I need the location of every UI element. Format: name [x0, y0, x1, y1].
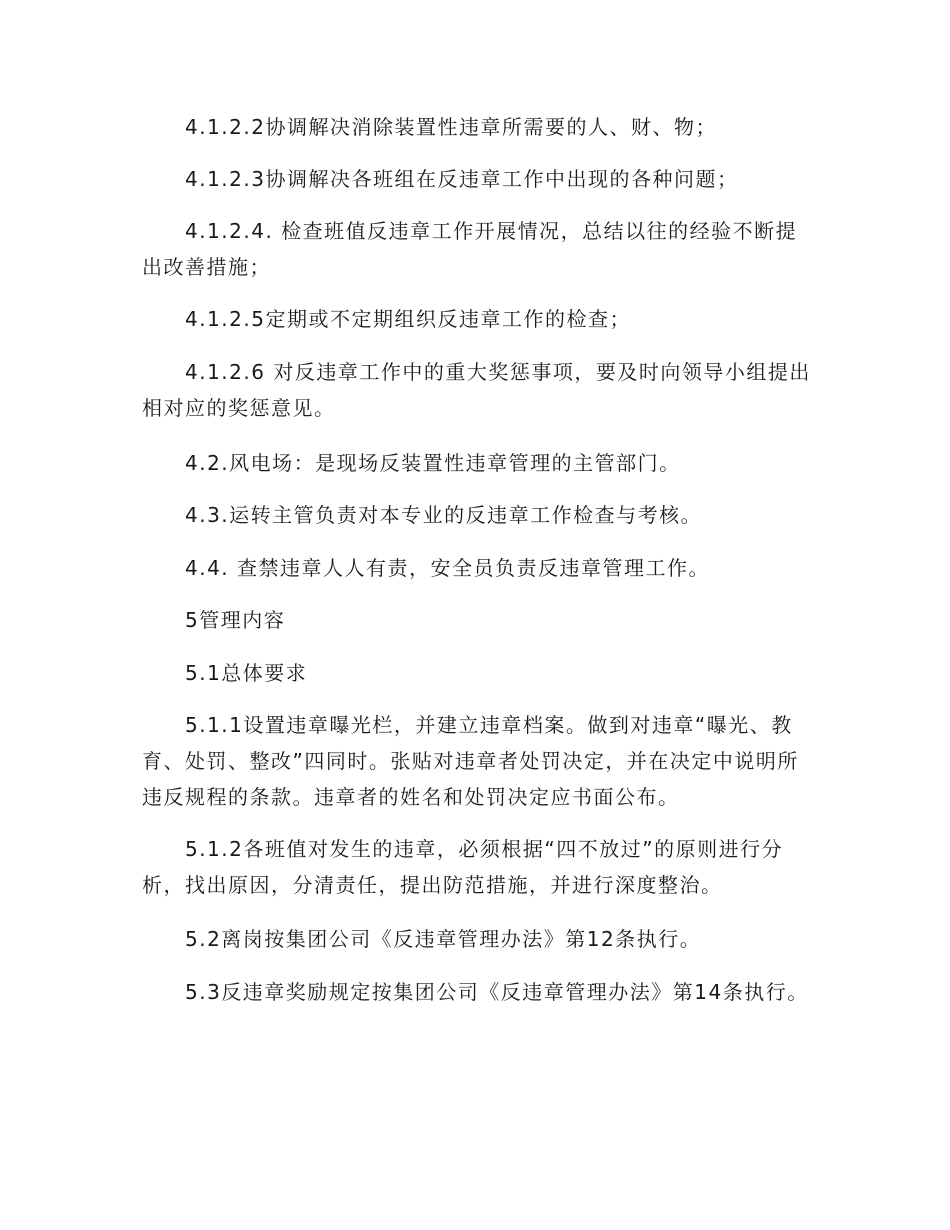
- paragraph: 5.1.2各班值对发生的违章，必须根据“四不放过”的原则进行分析，找出原因，分清责任，提出防范措施，并进行深度整治。: [142, 837, 784, 897]
- paragraph: 4.1.2.2协调解决消除装置性违章所需要的人、财、物；: [185, 115, 717, 139]
- paragraph: 5.3反违章奖励规定按集团公司《反违章管理办法》第14条执行。: [185, 980, 809, 1004]
- paragraph: 4.1.2.5定期或不定期组织反违章工作的检查；: [185, 307, 631, 331]
- paragraph: 5.2离岗按集团公司《反违章管理办法》第12条执行。: [185, 927, 702, 951]
- paragraph: 4.4. 查禁违章人人有责，安全员负责反违章管理工作。: [185, 556, 711, 580]
- paragraph: 5.1.1设置违章曝光栏，并建立违章档案。做到对违章“曝光、教育、处罚、整改”四同时。张贴对违章者处罚决定，并在决定中说明所违反规程的条款。违章者的姓名和处罚决定应书面公布。: [142, 713, 799, 809]
- paragraph: 4.2.风电场：是现场反装置性违章管理的主管部门。: [185, 451, 681, 475]
- section-heading: 5管理内容: [185, 608, 286, 632]
- paragraph: 4.1.2.3协调解决各班组在反违章工作中出现的各种问题；: [185, 167, 739, 191]
- paragraph: 4.1.2.4. 检查班值反违章工作开展情况，总结以往的经验不断提出改善措施；: [142, 219, 798, 279]
- subsection-heading: 5.1总体要求: [185, 661, 308, 685]
- paragraph: 4.1.2.6 对反违章工作中的重大奖惩事项，要及时向领导小组提出相对应的奖惩意见。: [142, 360, 811, 420]
- paragraph: 4.3.运转主管负责对本专业的反违章工作检查与考核。: [185, 503, 703, 527]
